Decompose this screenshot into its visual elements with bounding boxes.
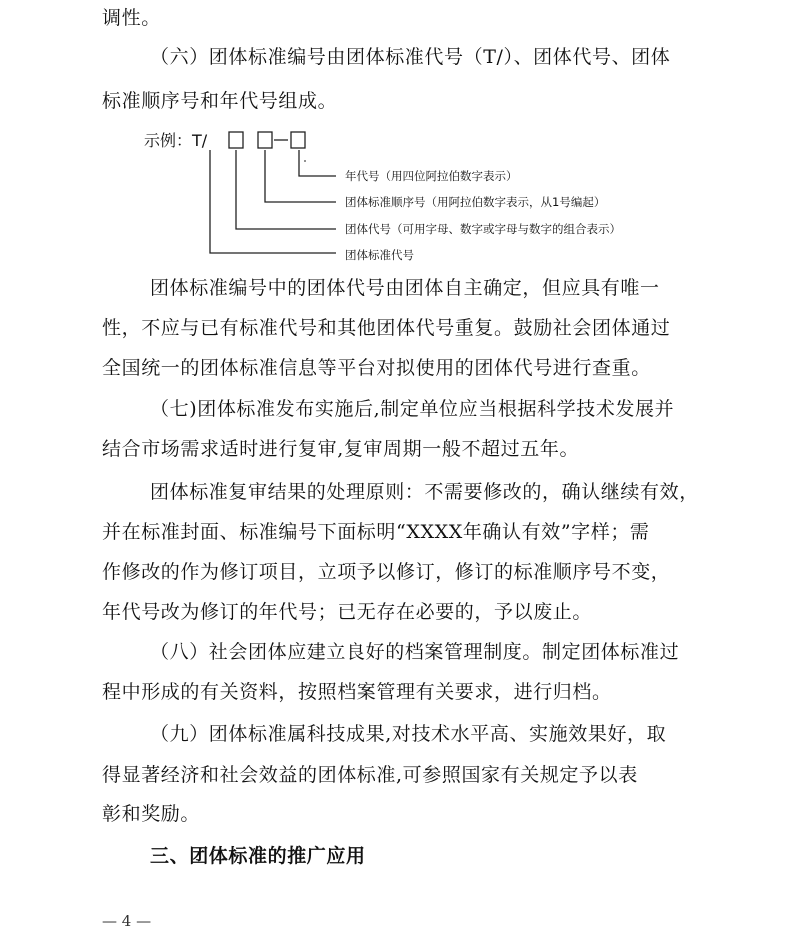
example-label: 示例：T/	[144, 131, 208, 150]
year-code-box	[291, 132, 305, 148]
paragraph-6-line-2: 标准顺序号和年代号组成。	[102, 90, 338, 112]
page-number: — 4 —	[102, 912, 152, 930]
group-code-connector	[236, 150, 336, 229]
paragraph-group-code-line-1: 团体标准编号中的团体代号由团体自主确定，但应具有唯一	[150, 277, 660, 299]
group-code-box	[229, 132, 243, 148]
year-code-connector	[299, 150, 336, 176]
text-line-1: 调性。	[102, 7, 161, 29]
sequence-number-box	[258, 132, 272, 148]
annotation-standard-code: 团体标准代号	[345, 248, 414, 262]
paragraph-review-line-4: 年代号改为修订的年代号；已无存在必要的，予以废止。	[102, 601, 593, 623]
paragraph-6-line-1: （六）团体标准编号由团体标准代号（T/）、团体代号、团体	[150, 46, 671, 68]
paragraph-9-line-1: （九）团体标准属科技成果,对技术水平高、实施效果好，取	[150, 723, 667, 745]
annotation-year-code: 年代号（用四位阿拉伯数字表示）	[345, 169, 518, 183]
paragraph-9-line-2: 得显著经济和社会效益的团体标准,可参照国家有关规定予以表	[102, 764, 638, 786]
paragraph-review-line-3: 作修改的作为修订项目，立项予以修订，修订的标准顺序号不变，	[102, 561, 671, 583]
paragraph-review-line-2: 并在标准封面、标准编号下面标明“XXXX年确认有效”字样；需	[102, 521, 650, 543]
annotation-sequence-number: 团体标准顺序号（用阿拉伯数字表示，从1号编起）	[345, 195, 606, 209]
section-heading: 三、团体标准的推广应用	[150, 845, 366, 867]
paragraph-group-code-line-2: 性，不应与已有标准代号和其他团体代号重复。鼓励社会团体通过	[102, 317, 671, 339]
annotation-group-code: 团体代号（可用字母、数字或字母与数字的组合表示）	[345, 222, 621, 236]
paragraph-7-line-2: 结合市场需求适时进行复审,复审周期一般不超过五年。	[102, 438, 580, 460]
paragraph-8-line-2: 程中形成的有关资料，按照档案管理有关要求，进行归档。	[102, 681, 612, 703]
paragraph-review-line-1: 团体标准复审结果的处理原则：不需要修改的，确认继续有效，	[150, 481, 699, 503]
paragraph-7-line-1: （七)团体标准发布实施后,制定单位应当根据科学技术发展并	[150, 398, 675, 420]
paragraph-9-line-3: 彰和奖励。	[102, 803, 201, 825]
paragraph-group-code-line-3: 全国统一的团体标准信息等平台对拟使用的团体代号进行查重。	[102, 357, 651, 379]
paragraph-8-line-1: （八）社会团体应建立良好的档案管理制度。制定团体标准过	[150, 641, 680, 663]
